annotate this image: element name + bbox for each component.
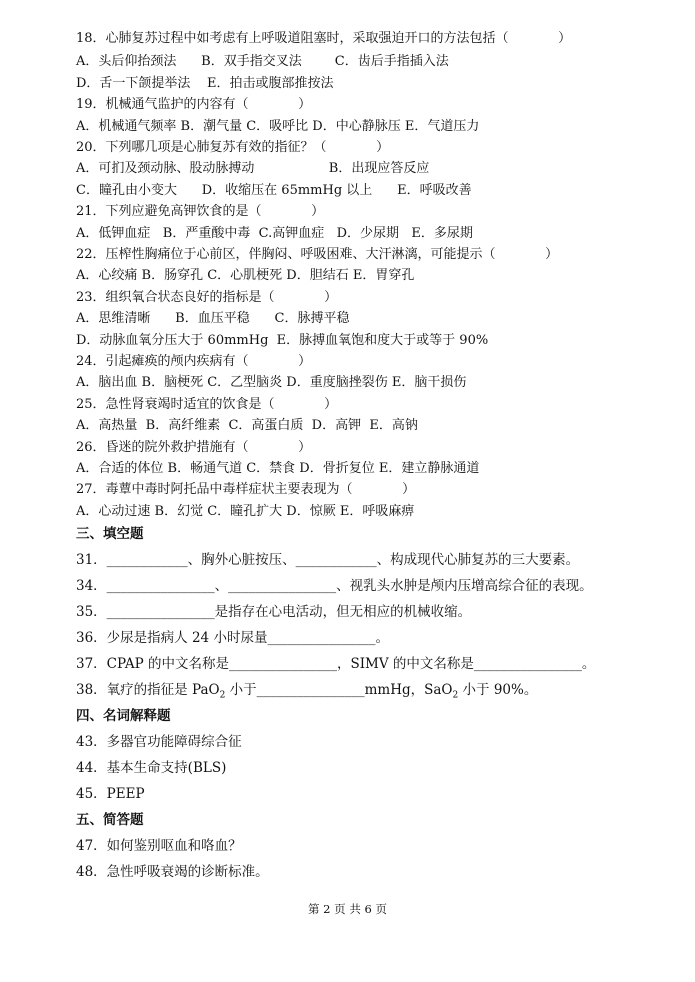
question-34: 34．________________、________________、视乳头水肿是颅内压增高综合征的表现。 [76,578,593,594]
question-19-options: A．机械通气频率 B．潮气量 C．吸呼比 D．中心静脉压 E．气道压力 [76,119,480,134]
question-43: 43．多器官功能障碍综合征 [76,734,242,750]
question-47: 47．如何鉴别呕血和咯血？ [76,838,242,854]
question-27: 27．毒蕈中毒时阿托品中毒样症状主要表现为（ ） [76,482,416,497]
question-18: 18．心肺复苏过程中如考虑有上呼吸道阻塞时，采取强迫开口的方法包括（ ） [76,31,572,46]
pao2-subscript: 2 [219,690,226,701]
question-23-options-d-e: D．动脉血氧分压大于 60mmHg E．脉搏血氧饱和度大于或等于 90% [76,333,489,348]
sao2-subscript: 2 [452,690,459,701]
question-23-options-a-c: A．思维清晰 B．血压平稳 C．脉搏平稳 [76,311,350,326]
question-38 [76,682,537,704]
question-48: 48．急性呼吸衰竭的诊断标准。 [76,864,269,880]
question-19: 19．机械通气监护的内容有（ ） [76,97,312,112]
question-37: 37．CPAP 的中文名称是________________，SIMV 的中文名称是________________。 [76,656,596,672]
question-18-options-d-e: D．舌一下颌提举法 E．拍击或腹部推按法 [76,76,334,91]
question-36: 36．少尿是指病人 24 小时尿量________________。 [76,630,389,646]
question-31: 31．____________、胸外心脏按压、____________、构成现代心肺复苏的三大要素。 [76,552,580,568]
question-24-options: A．脑出血 B．脑梗死 C．乙型脑炎 D．重度脑挫裂伤 E．脑干损伤 [76,375,467,390]
question-38-pre: 38．氧疗的指征是 PaO [76,682,220,698]
page-footer: 第 2 页 共 6 页 [308,902,387,916]
question-21: 21．下列应避免高钾饮食的是（ ） [76,204,325,219]
question-26: 26．昏迷的院外救护措施有（ ） [76,440,312,455]
question-25: 25．急性肾衰竭时适宜的饮食是（ ） [76,397,338,412]
question-25-options: A．高热量 B．高纤维素 C．高蛋白质 D．高钾 E．高钠 [76,418,418,433]
section-heading-terms: 四、名词解释题 [76,708,171,724]
section-heading-short-answer: 五、简答题 [76,812,144,828]
question-24: 24．引起瘫痪的颅内疾病有（ ） [76,354,312,369]
question-35: 35．________________是指存在心电活动，但无相应的机械收缩。 [76,604,472,620]
question-20: 20．下列哪几项是心肺复苏有效的指征？（ ） [76,140,390,155]
question-21-options: A．低钾血症 B．严重酸中毒 C.高钾血症 D．少尿期 E．多尿期 [76,226,473,241]
question-26-options: A．合适的体位 B．畅通气道 C．禁食 D．骨折复位 E．建立静脉通道 [76,461,480,476]
question-18-options-a-c: A．头后仰抬颈法 B．双手指交叉法 C．齿后手指插入法 [76,54,449,69]
question-27-options: A．心动过速 B．幻觉 C．瞳孔扩大 D．惊厥 E．呼吸麻痹 [76,504,415,519]
section-heading-fill-blank: 三、填空题 [76,526,144,542]
question-45: 45．PEEP [76,786,145,802]
question-38-mid: 小于________________mmHg，SaO [225,682,453,698]
question-22-options: A．心绞痛 B．肠穿孔 C．心肌梗死 D．胆结石 E．胃穿孔 [76,268,415,283]
question-44: 44．基本生命支持(BLS) [76,760,227,776]
question-23: 23．组织氧合状态良好的指标是（ ） [76,290,338,305]
question-20-options-a-b: A．可扪及颈动脉、股动脉搏动 B．出现应答反应 [76,161,430,176]
question-38-post: 小于 90%。 [458,682,538,698]
question-20-options-c-e: C．瞳孔由小变大 D．收缩压在 65mmHg 以上 E．呼吸改善 [76,183,472,198]
question-22: 22．压榨性胸痛位于心前区，伴胸闷、呼吸困难、大汗淋漓，可能提示（ ） [76,247,559,262]
